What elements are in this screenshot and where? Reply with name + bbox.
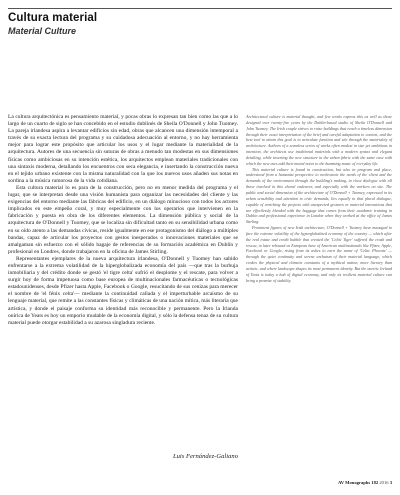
page-subtitle: Material Culture	[8, 26, 77, 36]
page-footer	[338, 480, 392, 485]
english-paragraph-1: Architectural culture is material thought, and few works express this as well as those designed over twenty-five years by the Dublin-based studio of Sheila O'Donnell and John Tuomey. The Irish couple strives to raise buildings that reach a timeless dimension through their exact interpretation of the brief and careful adaptation to context, and the best tool to attain this goal is to articulate function and site through the materiality of architecture. Authors of a seamless series of works often modest in size yet ambitious in intention, the architects use traditional materials with a modern syntax and elegant detailing, while inserting the new structure in the urban fabric with the same ease with which the new uses add their muted notes to the humming music of everyday life.	[246, 114, 392, 166]
page-title: Cultura material	[8, 12, 98, 24]
english-paragraph-3: Prominent figures of new Irish architecture, O'Donnell + Tuomey have managed to face the extreme volatility of the hyperglobalized economy of the country — which after the real estate and credit bubble that created the 'Celtic Tiger' suffered the crash and rescue, to later rebound as European base of American multinationals like Pfizer, Apple, Facebook or Google, rising from its ashes to earn the name of 'Celtic Phoenix' — through the quiet continuity and serene archaism of their material language, which evokes the physical and climatic constants of a mythical nation, more literary than artistic, and where landscape shapes its most permanent identity. But the oneiric Ireland of Yeats is today a hub of digital economy, and only its resilient material culture can bring a promise of stability.	[246, 225, 392, 283]
spanish-text-column	[8, 114, 238, 327]
header-rule	[8, 8, 392, 9]
page-number: 3	[389, 480, 392, 485]
spanish-paragraph-2: Esta cultura material lo es para de la construcción, pero no en menor medida del programa y el lugar, que se interpretan desde una visión humanista para organizar las necesidades del cliente y las exigencias del entorno mediante las fábricas del edificio, en un diálogo minucioso con todos los actores implicados en este empeño coral, y muy especialmente con los operarios que intervienen en la fabricación y puesta en obra de los diferentes elementos. La dimensión pública y social de la arquitectura de O'Donnell y Tuomey, que se localiza sin dificultad tanto en su sensibilidad urbana como en su oído atento a las demandas cívicas, reside igualmente en ese protagonismo del diálogo a múltiples bandas, capaz de articular los proyectos con gestos inesperados o innovaciones materiales que se amalgaman sin esfuerzo con el sólido bagaje de referencias de su formación académica en Dublín y profesional en Londres, donde trabajaron en la oficina de James Stirling.	[8, 184, 238, 255]
publication-year: 2016	[379, 480, 389, 485]
spanish-paragraph-3: Representantes ejemplares de la nueva arquitectura irlandesa, O'Donnell y Tuomey han sabido enfrentarse a la extrema volatilidad de la hiperglobalizada economía del país —que tras la burbuja inmobiliaria y del crédito donde se gestó 'el tigre celta' sufrió el desplome y el rescate, para volver a surgir hoy de forma impetuosa como base europea de multinacionales farmacéuticas o tecnológicas estadounidenses, desde Pfizer hasta Apple, Facebook o Google, resucitando de sus cenizas para merecer el nombre de 'el fénix celta'— mediante la continuidad callada y el imperturbable arcaísmo de su lenguaje material, que remite a las constantes físicas y climáticas de una nación mítica, más literaria que artística, y donde el paisaje conforma su identidad más reconocible y permanente. Pero la Irlanda onírica de Yeats es hoy un emporio mudable de la economía digital, y sólo la defensa tenaz de su cultura material puede otorgar estabilidad a su azarosa singladura reciente.	[8, 255, 238, 326]
english-text-column	[246, 114, 392, 283]
english-paragraph-2: This material culture is found in construction, but also in program and place, understood from a humanist perspective to orchestrate the needs of the client and the demands of the environment through the building's making, in close dialogue with all those involved in this choral endeavor, and especially with the workers on site. The public and social dimension of the architecture of O'Donnell + Tuomey, expressed in its urban sensibility and attention to civic demands, lies equally in that plural dialogue, capable of enriching the projects with unexpected gestures or material innovations that are effortlessly blended with the baggage that comes from their academic training in Dublin and professional experience in London when they worked at the office of James Stirling.	[246, 166, 392, 225]
author-signature: Luis Fernández-Galiano	[172, 453, 238, 460]
spanish-paragraph-1: La cultura arquitectónica es pensamiento material, y pocas obras lo expresan tan bien como las que a lo largo de un cuarto de siglo se han concebido en el estudio dublinés de Sheila O'Donnell y John Tuomey. La pareja irlandesa aspira a levantar edificios sin edad, obras que alcancen una dimensión intemporal a través de su exacta lectura del programa y su cuidadosa adecuación al entorno, y no hay herramienta mejor para lograr este propósito que articular los usos y el lugar mediante la materialidad de la arquitectura. Autores de una secuencia sin suturas de obras a menudo tan modestas en sus dimensiones físicas como ambiciosas en su intención estética, los arquitectos emplean materiales tradicionales con una sintaxis moderna, detallando los encuentros con seca elegancia, e insertando la construcción nueva en el tejido urbano existente con la misma naturalidad con la que los nuevos usos añaden sus notas en sordina a la música rumorosa de la vida cotidiana.	[8, 114, 238, 184]
publication-name: AV Monographs 182	[338, 480, 379, 485]
